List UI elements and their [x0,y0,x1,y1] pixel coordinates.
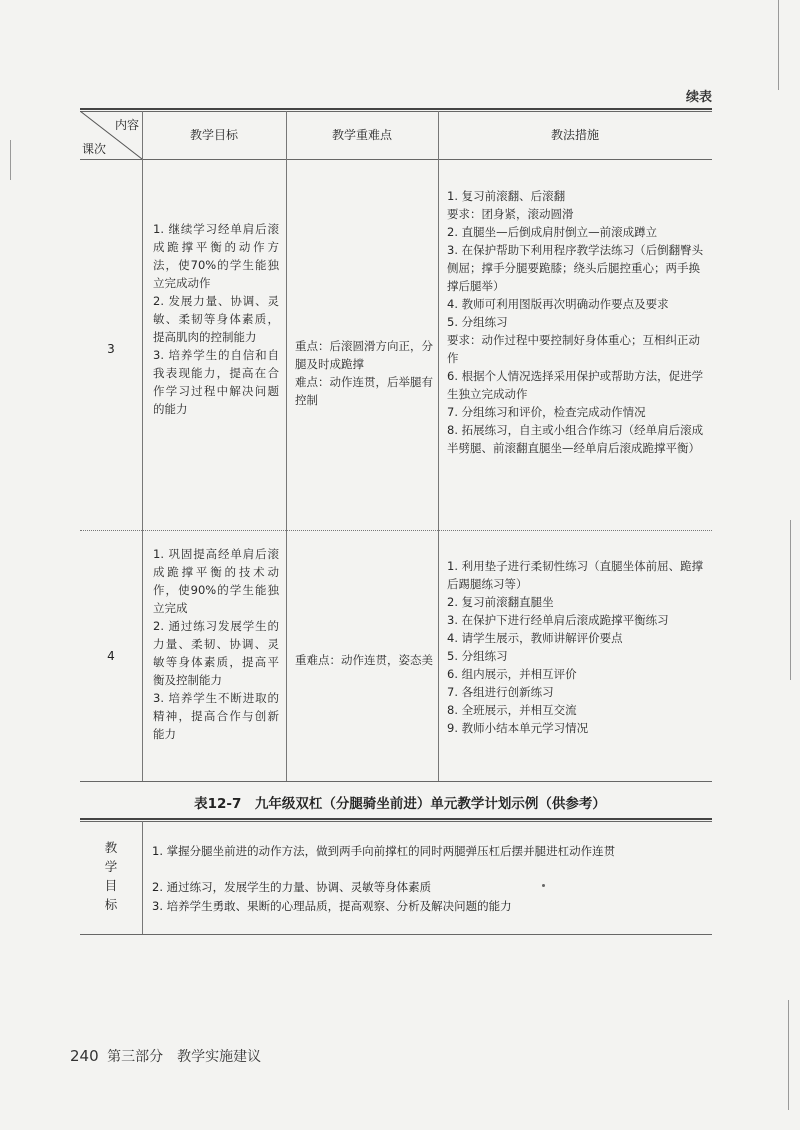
continued-label: 续表 [685,90,712,105]
row-key-points: 重难点：动作连贯，姿态美 [295,653,433,667]
row-goals: 1. 巩固提高经单肩后滚成跪撑平衡的技术动作，使90%的学生能独立完成 2. 通过练习发展学生的力量、柔韧、协调、灵敏等身体素质，提高平衡及控制能力 3. 培养学生不断进取的精神，提高合作与创新能力 [153,547,279,741]
scan-margin-mark [10,140,11,180]
column-header-methods: 教法措施 [550,128,599,142]
goal-item: 3. 培养学生勇敢、果断的心理品质，提高观察、分析及解决问题的能力 [152,899,512,913]
scan-margin-mark [790,520,791,680]
goals-label: 教 学 目 标 [104,840,118,912]
lesson-number: 4 [107,649,115,663]
row-key-points: 重点：后滚圆滑方向正，分腿及时成跪撑 难点：动作连贯，后举腿有控制 [295,339,433,407]
column-divider [286,111,287,781]
scan-dot [542,884,545,887]
section-title: 第三部分 教学实施建议 [107,1049,262,1065]
header-bottom-rule [80,159,712,160]
column-header-goals: 教学目标 [189,128,238,142]
row-methods: 1. 复习前滚翻、后滚翻 要求：团身紧，滚动圆滑 2. 直腿坐—后倒成肩肘倒立—前滚成蹲立 3. 在保护帮助下利用程序教学法练习（后倒翻臀头侧屈；撑手分腿要跪膝；绕头后腿控重心；两手换撑后腿举） 4. 教师可利用图版再次明确动作要点及要求 5. 分组练习 要求：动作过程中要控制好身体重心；互相纠正动作 6. 根据个人情况选择采用保护或帮助方法，促进学生独立完成动作 7. 分组练习和评价，检查完成动作情况 8. 拓展练习，自主或小组合作练习（经单肩后滚成半劈腿、前滚翻直腿坐—经单肩后滚成跪撑平衡） [447,189,704,455]
page-footer [70,1046,261,1066]
lesson-number: 3 [107,342,115,356]
corner-lesson-label: 课次 [82,142,107,156]
row-methods: 1. 利用垫子进行柔韧性练习（直腿坐体前屈、跪撑后踢腿练习等） 2. 复习前滚翻直腿坐 3. 在保护下进行经单肩后滚成跪撑平衡练习 4. 请学生展示，教师讲解评价要点 5. 分组练习 6. 组内展示，并相互评价 7. 各组进行创新练习 8. 全班展示，并相互交流 9. 教师小结本单元学习情况 [447,559,704,735]
page-number: 240 [70,1047,99,1065]
goal-item: 2. 通过练习，发展学生的力量、协调、灵敏等身体素质 [152,880,432,894]
goal-item: 1. 掌握分腿坐前进的动作方法，做到两手向前撑杠的同时两腿弹压杠后摆并腿进杠动作连贯 [152,844,616,858]
scan-margin-mark [788,1000,789,1110]
goals-table-bottom-rule [80,934,712,935]
goals-column-divider [142,821,143,934]
table-top-rule [80,108,712,110]
scan-margin-mark [778,0,779,90]
table-top-rule-thin [80,111,712,112]
row-separator [80,530,712,531]
column-divider [438,111,439,781]
column-header-key-points: 教学重难点 [331,128,392,142]
goals-table-top-rule-thin [80,821,712,822]
table-caption: 表12-7 九年级双杠（分腿骑坐前进）单元教学计划示例（供参考） [194,796,606,812]
row-goals: 1. 继续学习经单肩后滚成跪撑平衡的动作方法，使70%的学生能独立完成动作 2. 发展力量、协调、灵敏、柔韧等身体素质，提高肌肉的控制能力 3. 培养学生的自信和自我表现能力，提高在合作学习过程中解决问题的能力 [153,222,279,416]
column-divider [142,111,143,781]
table-bottom-rule [80,781,712,782]
corner-content-label: 内容 [115,118,140,132]
goals-table-top-rule [80,818,712,820]
